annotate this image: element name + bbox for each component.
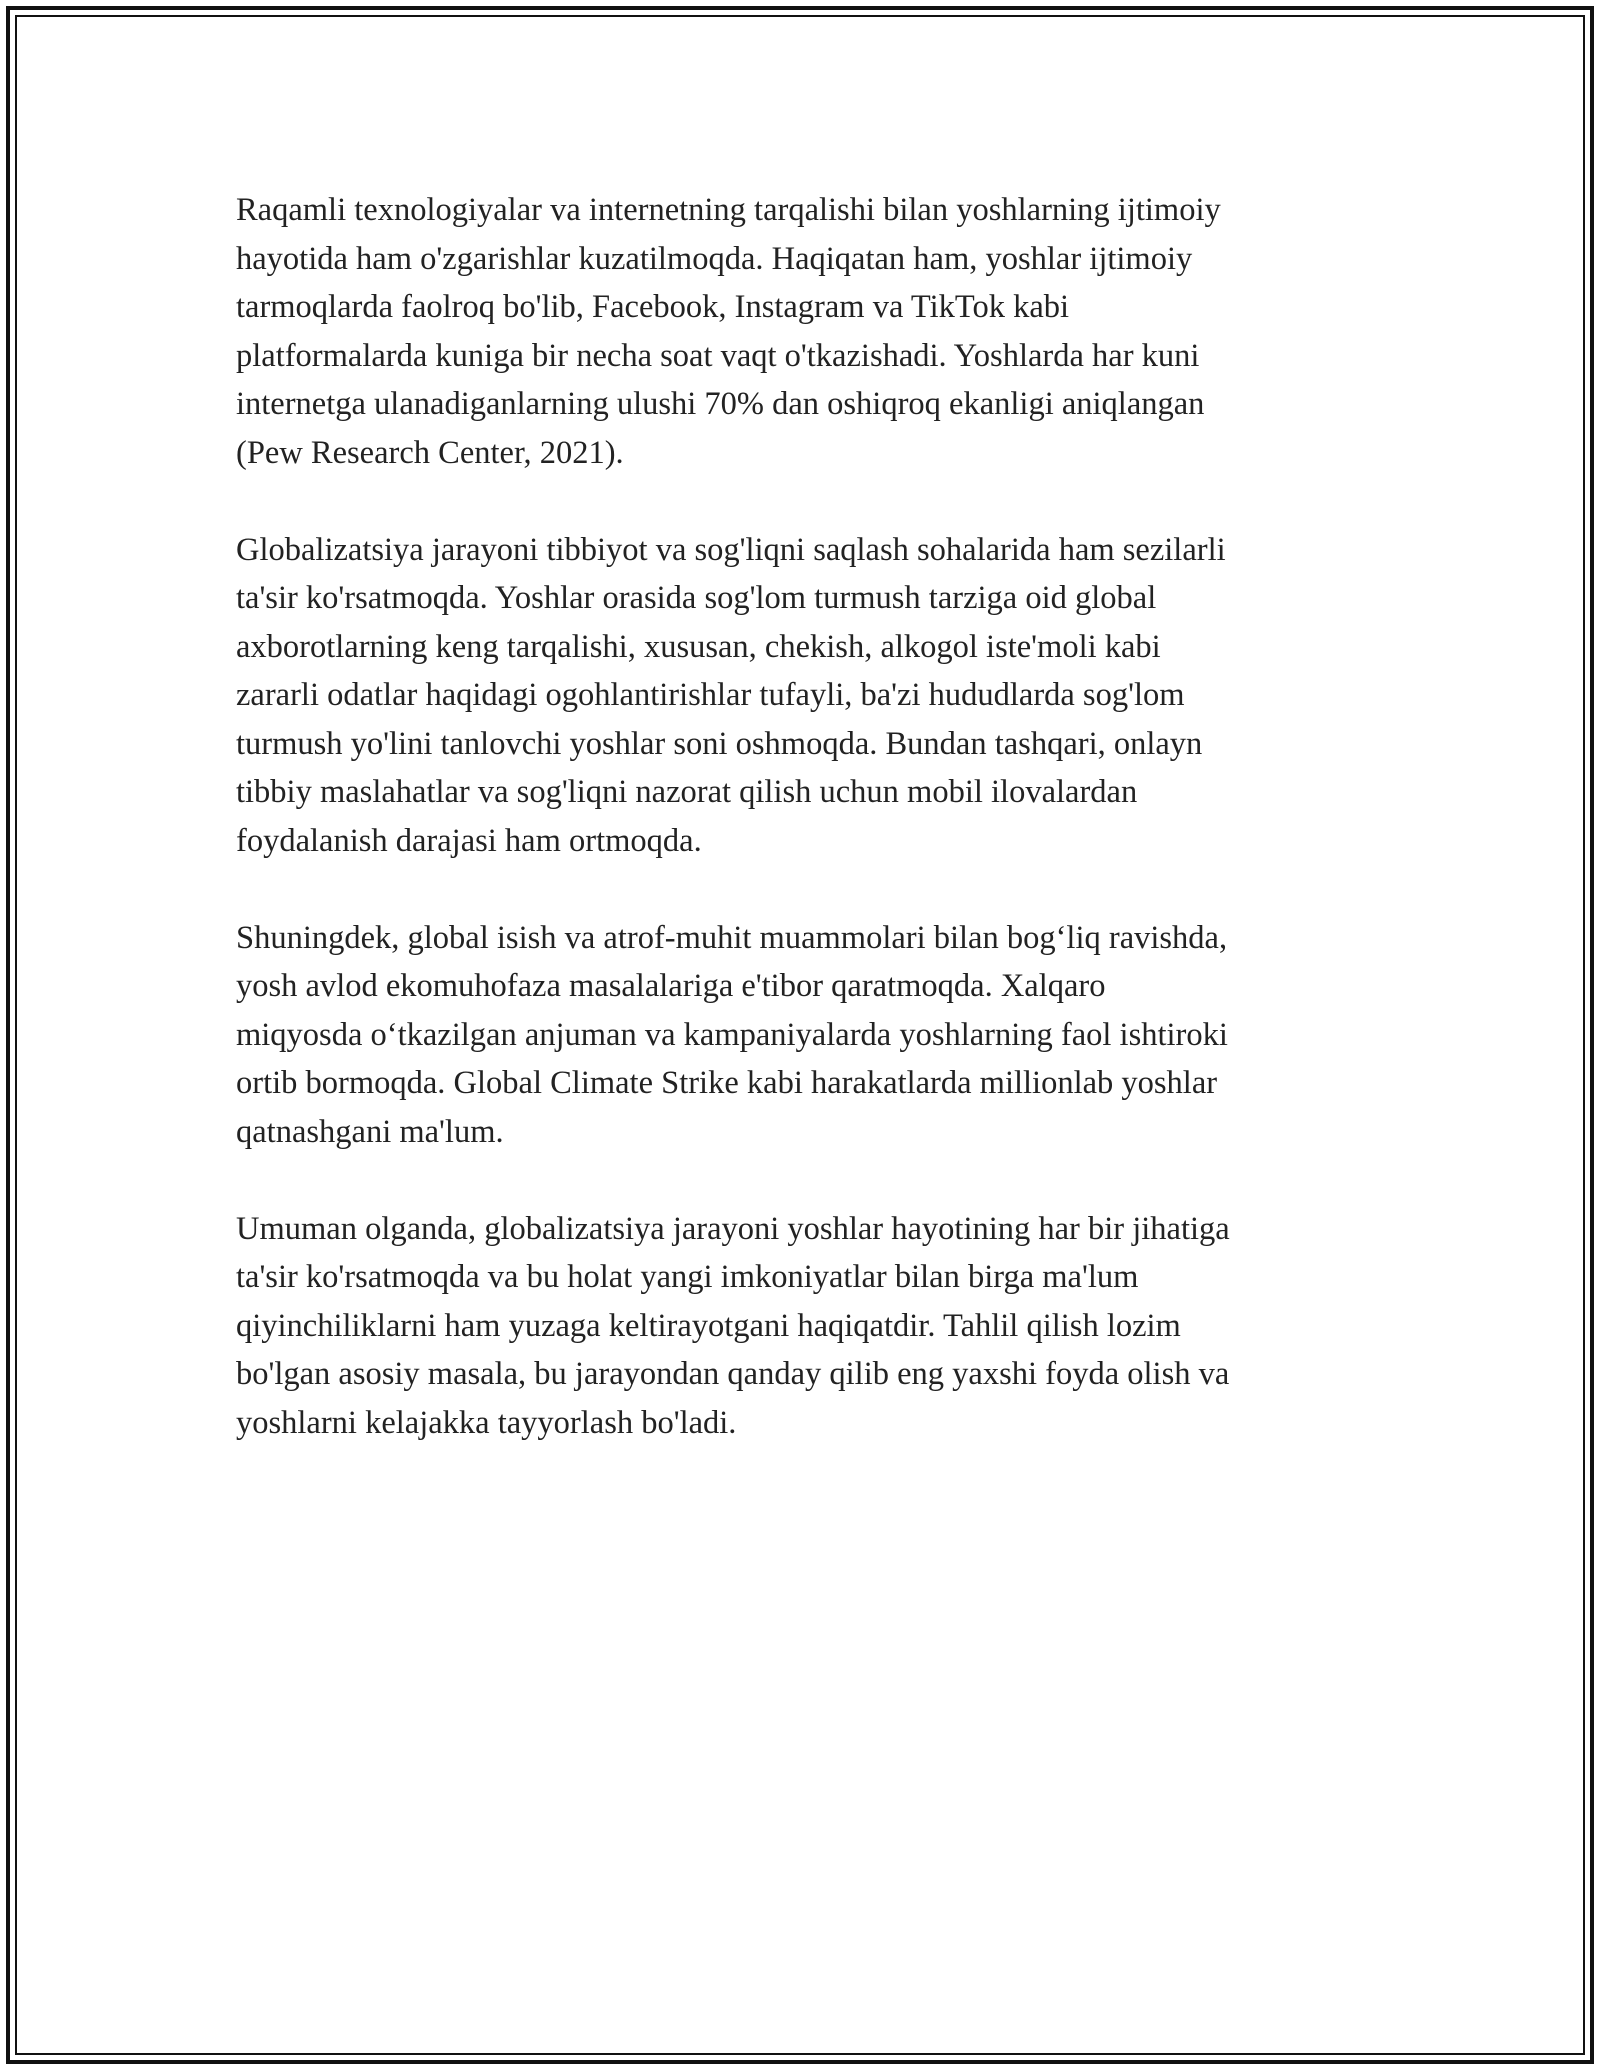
paragraph-conclusion: Umuman olganda, globalizatsiya jarayoni yoshlar hayotining har bir jihatiga ta'sir ko'rsatmoqda va bu holat yangi imkoniyatlar bilan birga ma'lum qiyinchiliklarni ham yuzaga keltirayotgani haqiqatdir. Tahlil qilish lozim bo'lgan asosiy masala, bu jarayondan qanday qilib eng yaxshi foyda olish va yoshlarni kelajakka tayyorlash bo'ladi. (236, 1210, 1230, 1441)
document-body (236, 186, 1366, 1496)
paragraph-digital-technologies: Raqamli texnologiyalar va internetning tarqalishi bilan yoshlarning ijtimoiy hayotida ham o'zgarishlar kuzatilmoqda. Haqiqatan ham, yoshlar ijtimoiy tarmoqlarda faolroq bo'lib, Facebook, Instagram va TikTok kabi platformalarda kuniga bir necha soat vaqt o'tkazishadi. Yoshlarda har kuni internetga ulanadiganlarning ulushi 70% dan oshiqroq ekanligi aniqlangan (Pew Research Center, 2021). (236, 192, 1221, 471)
paragraph-environment: Shuningdek, global isish va atrof-muhit muammolari bilan bog‘liq ravishda, yosh avlod ekomuhofaza masalalariga e'tibor qaratmoqda. Xalqaro miqyosda o‘tkazilgan anjuman va kampaniyalarda yoshlarning faol ishtiroki ortib bormoqda. Global Climate Strike kabi harakatlarda millionlab yoshlar qatnashgani ma'lum. (236, 919, 1228, 1150)
paragraph-health: Globalizatsiya jarayoni tibbiyot va sog'liqni saqlash sohalarida ham sezilarli ta'sir ko'rsatmoqda. Yoshlar orasida sog'lom turmush tarziga oid global axborotlarning keng tarqalishi, xususan, chekish, alkogol iste'moli kabi zararli odatlar haqidagi ogohlantirishlar tufayli, ba'zi hududlarda sog'lom turmush yo'lini tanlovchi yoshlar soni oshmoqda. Bundan tashqari, onlayn tibbiy maslahatlar va sog'liqni nazorat qilish uchun mobil ilovalardan foydalanish darajasi ham ortmoqda. (236, 531, 1226, 859)
